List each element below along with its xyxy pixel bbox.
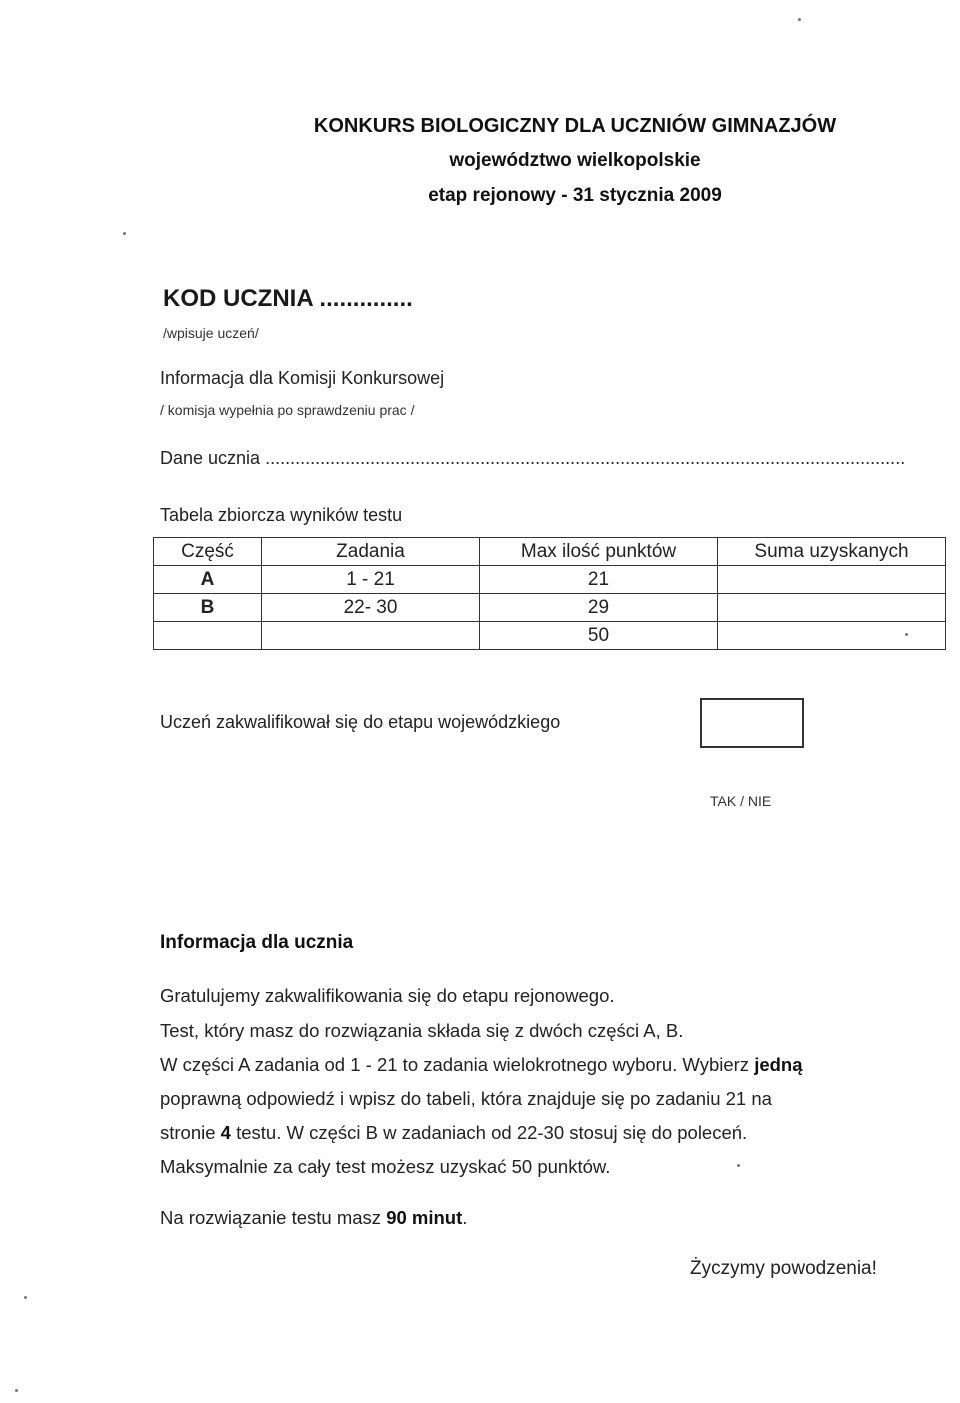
table-header-cell: Część (154, 538, 262, 566)
table-cell-part: A (154, 566, 262, 594)
info-line: poprawną odpowiedź i wpisz do tabeli, która znajduje się po zadaniu 21 na (160, 1088, 772, 1109)
info-text: W części A zadania od 1 - 21 to zadania wielokrotnego wyboru. Wybierz (160, 1054, 755, 1075)
qualification-label: Uczeń zakwalifikował się do etapu wojewódzkiego (160, 712, 561, 732)
table-header-cell: Max ilość punktów (480, 538, 718, 566)
table-cell-tasks (262, 622, 480, 650)
scan-speck (798, 18, 801, 21)
table-row (154, 566, 946, 594)
scan-speck (737, 1164, 740, 1167)
info-line: Test, który masz do rozwiązania składa się z dwóch części A, B. (160, 1020, 684, 1041)
info-text: Na rozwiązanie testu masz (160, 1207, 387, 1228)
table-cell-part (154, 622, 262, 650)
results-table-caption: Tabela zbiorcza wyników testu (160, 505, 403, 525)
info-text: . (462, 1207, 468, 1228)
info-line (160, 1122, 747, 1144)
table-cell-sum[interactable] (718, 594, 946, 622)
contest-stage: etap rejonowy - 31 stycznia 2009 (428, 185, 722, 206)
commission-title: Informacja dla Komisji Konkursowej (160, 368, 445, 388)
table-cell-tasks: 22- 30 (262, 594, 480, 622)
scan-speck (15, 1389, 18, 1392)
info-emphasis: 90 minut (386, 1207, 463, 1228)
info-emphasis: jedną (754, 1054, 803, 1075)
table-header-cell: Zadania (262, 538, 480, 566)
closing-wish: Życzymy powodzenia! (690, 1258, 877, 1279)
scan-speck (123, 232, 126, 235)
info-emphasis: 4 (220, 1122, 231, 1143)
student-info-title: Informacja dla ucznia (160, 932, 354, 953)
table-row (154, 622, 946, 650)
table-cell-part: B (154, 594, 262, 622)
table-header-row (154, 538, 946, 566)
table-cell-sum[interactable] (718, 622, 946, 650)
qualification-box[interactable] (700, 698, 804, 748)
table-cell-tasks: 1 - 21 (262, 566, 480, 594)
table-cell-sum[interactable] (718, 566, 946, 594)
commission-note: / komisja wypełnia po sprawdzeniu prac / (160, 402, 415, 418)
table-cell-max: 21 (480, 566, 718, 594)
table-cell-max: 29 (480, 594, 718, 622)
info-text: testu. W części B w zadaniach od 22-30 stosuj się do poleceń. (230, 1122, 748, 1143)
info-line (160, 1054, 803, 1076)
qualification-options: TAK / NIE (710, 793, 772, 809)
scan-speck (24, 1296, 27, 1299)
results-table (153, 537, 946, 650)
table-cell-max: 50 (480, 622, 718, 650)
time-limit-line (160, 1207, 467, 1229)
info-text: stronie (160, 1122, 221, 1143)
scan-speck (905, 633, 908, 636)
info-line: Gratulujemy zakwalifikowania się do etapu rejonowego. (160, 985, 615, 1006)
table-header-cell: Suma uzyskanych (718, 538, 946, 566)
student-code-note: /wpisuje uczeń/ (163, 325, 259, 341)
contest-region: województwo wielkopolskie (449, 150, 701, 171)
student-data-line: Dane ucznia ................................................................................................................................ (160, 448, 906, 468)
contest-title: KONKURS BIOLOGICZNY DLA UCZNIÓW GIMNAZJÓW (313, 115, 837, 137)
student-code-label: KOD UCZNIA .............. (163, 285, 413, 312)
info-line: Maksymalnie za cały test możesz uzyskać 50 punktów. (160, 1156, 611, 1177)
table-row (154, 594, 946, 622)
